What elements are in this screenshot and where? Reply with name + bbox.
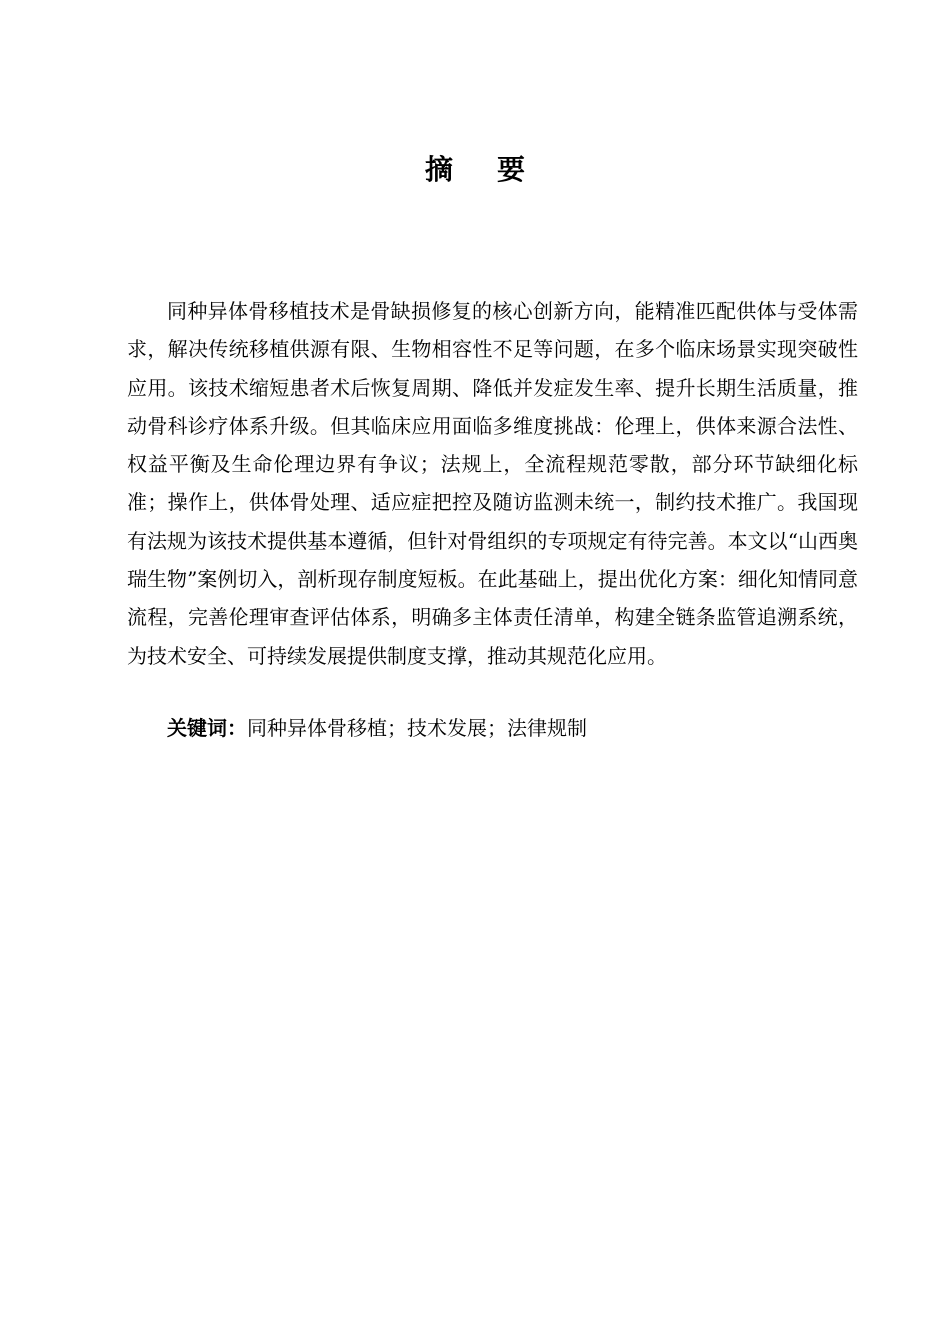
keywords-line	[127, 709, 858, 747]
keywords-text: 同种异体骨移植；技术发展；法律规制	[247, 716, 587, 740]
abstract-paragraph: 同种异体骨移植技术是骨缺损修复的核心创新方向，能精准匹配供体与受体需求，解决传统移植供源有限、生物相容性不足等问题，在多个临床场景实现突破性应用。该技术缩短患者术后恢复周期、降低并发症发生率、提升长期生活质量，推动骨科诊疗体系升级。但其临床应用面临多维度挑战：伦理上，供体来源合法性、权益平衡及生命伦理边界有争议；法规上，全流程规范零散，部分环节缺细化标准；操作上，供体骨处理、适应症把控及随访监测未统一，制约技术推广。我国现有法规为该技术提供基本遵循，但针对骨组织的专项规定有待完善。本文以“山西奥瑞生物”案例切入，剖析现存制度短板。在此基础上，提出优化方案：细化知情同意流程，完善伦理审查评估体系，明确多主体责任清单，构建全链条监管追溯系统，为技术安全、可持续发展提供制度支撑，推动其规范化应用。	[127, 299, 858, 668]
page-title: 摘要	[424, 153, 569, 186]
keywords-label: 关键词：	[167, 716, 247, 740]
